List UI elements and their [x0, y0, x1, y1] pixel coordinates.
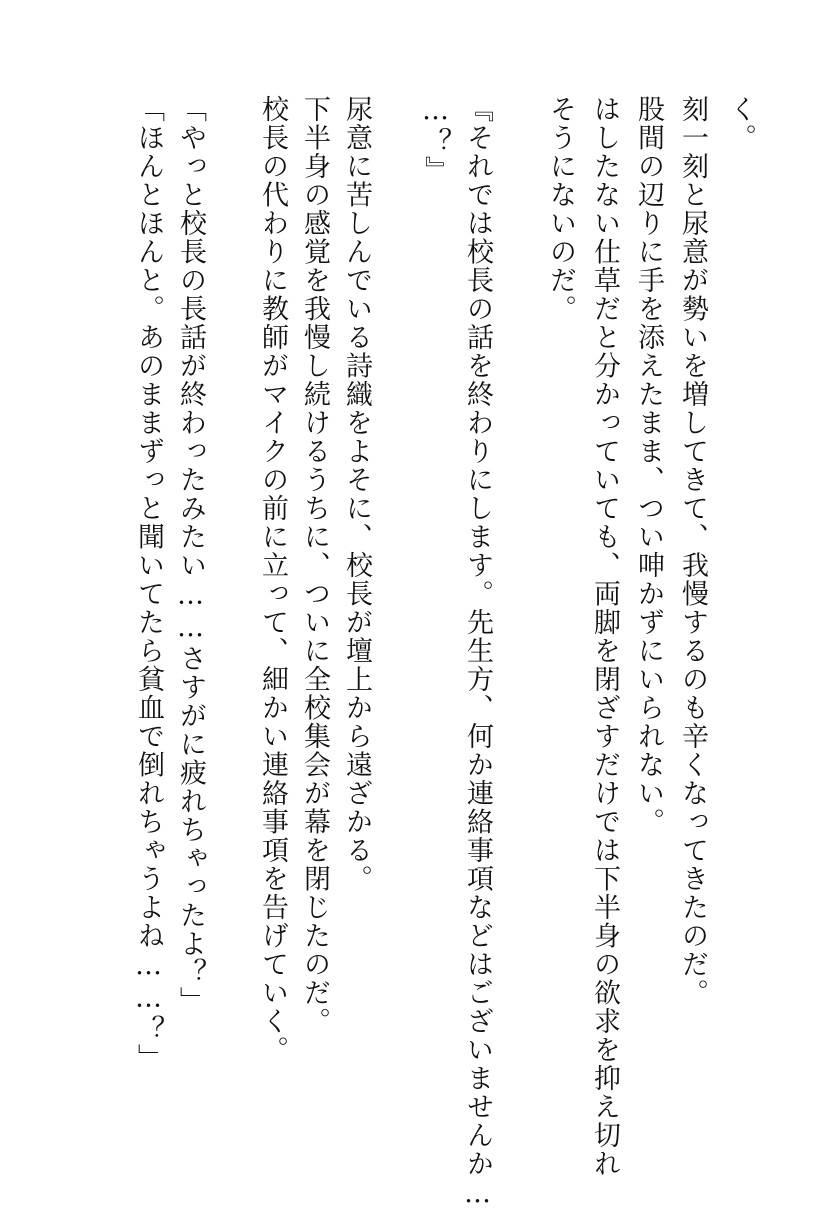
text-line-11: 下半身の感覚を我慢し続けるうちに、ついに全校集会が幕を閉じたのだ。: [299, 95, 330, 1036]
text-line-10: 尿意に苦しんでいる詩織をよそに、校長が壇上から遠ざかる。: [341, 95, 372, 893]
text-line-7: 『それでは校長の話を終わりにします。先生方、何か連絡事項などはございませんか…: [462, 95, 493, 1211]
text-line-2: 刻一刻と尿意が勢いを増してきて、我慢するのも辛くなってきたのだ。: [677, 95, 708, 1007]
text-line-3: 股間の辺りに手を添えたまま、つい呻かずにいられない。: [633, 95, 664, 836]
text-line-14: 「やっと校長の長話が終わったみたい……さすがに疲れちゃったよ？」: [175, 95, 206, 1015]
text-line-12: 校長の代わりに教師がマイクの前に立って、細かい連絡事項を告げていく。: [257, 95, 288, 1064]
text-line-5: そうにないのだ。: [545, 95, 576, 323]
text-line-1: く。: [725, 95, 756, 152]
text-line-8: …？』: [420, 95, 451, 185]
text-line-4: はしたない仕草だと分かっていても、両脚を閉ざすだけでは下半身の欲求を抑え切れ: [589, 95, 620, 1178]
text-line-15: 「ほんとほんと。あのままずっと聞いてたら貧血で倒れちゃうよね……？」: [133, 95, 164, 1072]
